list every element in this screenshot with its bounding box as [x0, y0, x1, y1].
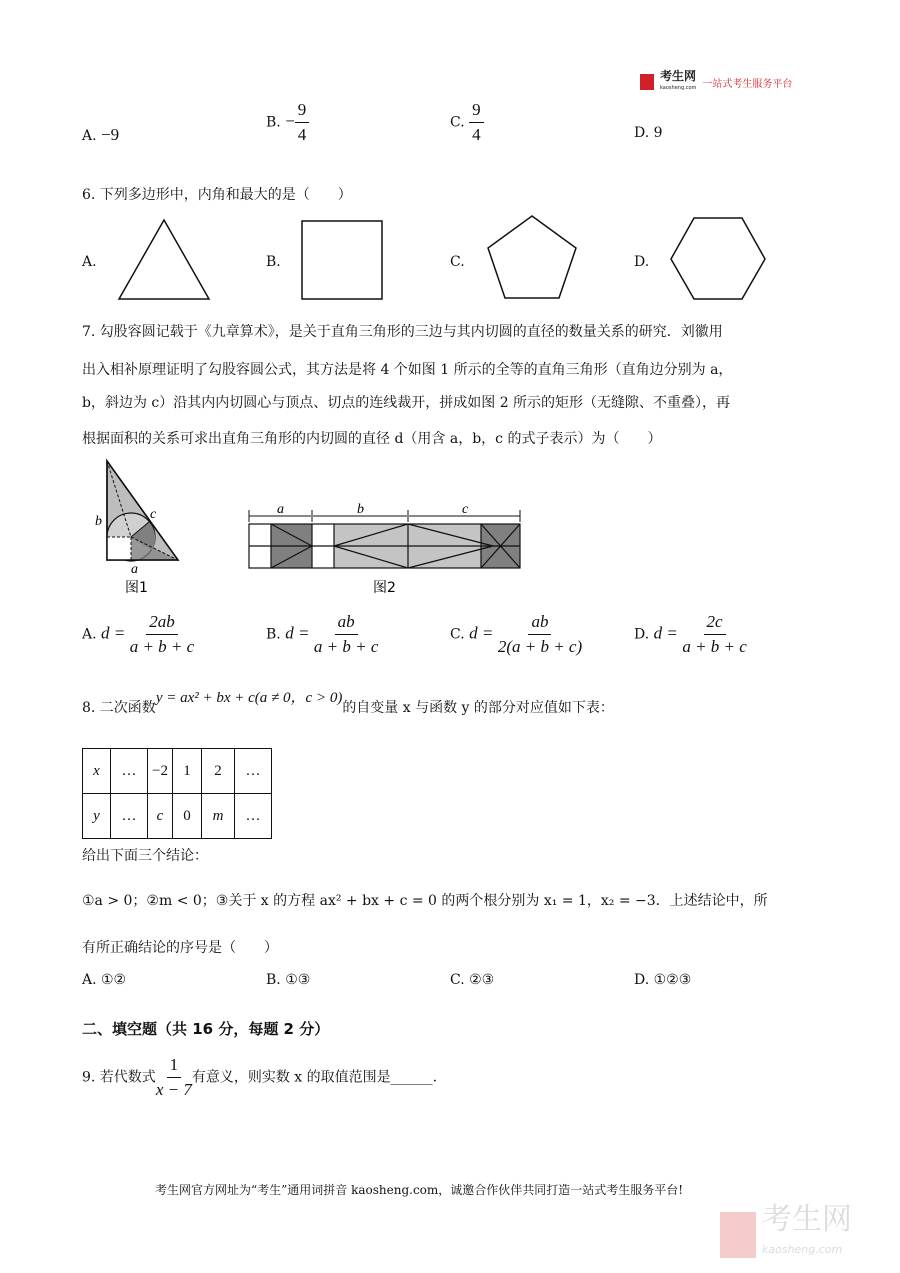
- q8-option-c: C. ②③: [450, 972, 495, 988]
- q6-stem: 6. 下列多边形中，内角和最大的是（ ）: [82, 187, 352, 203]
- q6-label-a: A.: [82, 254, 97, 270]
- pentagon-shape: [480, 210, 585, 305]
- square-shape: [295, 215, 390, 305]
- section-heading: 二、填空题（共 16 分，每题 2 分）: [82, 1020, 330, 1038]
- watermark: 考生网 kaosheng.com: [720, 1205, 852, 1265]
- fig2-label-b: b: [357, 502, 364, 517]
- q5-option-d: D. 9: [634, 125, 663, 141]
- triangle-shape: [110, 215, 220, 305]
- value-table: [82, 748, 272, 839]
- figure-1: [90, 458, 190, 598]
- q7-line-2: 出入相补原理证明了勾股容圆公式，其方法是将 4 个如图 1 所示的全等的直角三角形（直角边分别为 a，: [82, 362, 733, 378]
- q7-line-3: b，斜边为 c）沿其内内切圆心与顶点、切点的连线裁开，拼成如图 2 所示的矩形（无缝隙、不重叠），再: [82, 395, 731, 411]
- fig1-label-b: b: [95, 514, 102, 529]
- q5-option-c: C. $\frac{9}{4}$: [450, 100, 484, 145]
- q8-option-d: D. ①②③: [634, 972, 692, 988]
- footer-text: 考生网官方网址为“考生”通用词拼音 kaosheng.com，诚邀合作伙伴共同打造一站式考生服务平台!: [155, 1183, 684, 1197]
- q6-label-d: D.: [634, 254, 650, 270]
- q5-option-b: B. − $\frac{9}{4}$: [266, 100, 309, 145]
- q5-option-a: A. −9: [82, 125, 120, 144]
- q7-option-d: D. d = $\frac{2c}{a + b + c}$: [634, 612, 747, 656]
- q6-label-c: C.: [450, 254, 465, 270]
- brand-name: 考生网: [660, 69, 697, 83]
- brand-logo: [640, 70, 792, 94]
- q8-stem: 8. 二次函数y = ax² + bx + c(a ≠ 0，c > 0)的自变量 x 与函数 y 的部分对应值如下表：: [82, 690, 614, 716]
- q6-label-b: B.: [266, 254, 281, 270]
- fig1-label-c: c: [150, 507, 157, 522]
- fig2-caption: 图2: [373, 580, 396, 596]
- q7-option-c: C. d = $\frac{ab}{2(a + b + c)}$: [450, 612, 583, 656]
- table-row-x: x … −2 1 2 …: [83, 749, 272, 794]
- fig2-label-a: a: [277, 502, 284, 517]
- q7-option-b: B. d = $\frac{ab}{a + b + c}$: [266, 612, 379, 656]
- q8-conclusions: ①a > 0；②m < 0；③关于 x 的方程 ax² + bx + c = 0 的两个根分别为 x₁ = 1，x₂ = −3．上述结论中，所: [82, 893, 768, 909]
- fig1-caption: 图1: [125, 580, 148, 596]
- q9-stem: 9. 若代数式 $\frac{1}{x - 7}$ 有意义，则实数 x 的取值范围是______.: [82, 1055, 438, 1099]
- figure-2: [245, 500, 525, 600]
- fig1-label-a: a: [131, 562, 138, 577]
- slogan: 一站式考生服务平台: [702, 78, 793, 90]
- q7-line-1: 7. 勾股容圆记载于《九章算术》，是关于直角三角形的三边与其内切圆的直径的数量关系的研究．刘徽用: [82, 324, 723, 340]
- q8-option-b: B. ①③: [266, 972, 311, 988]
- watermark-logo-icon: [720, 1212, 756, 1258]
- hexagon-shape: [665, 210, 770, 305]
- q8-given: 给出下面三个结论：: [82, 848, 208, 864]
- logo-mark-icon: [640, 74, 654, 90]
- table-row-y: y … c 0 m …: [83, 794, 272, 839]
- q8-ask: 有所正确结论的序号是（ ）: [82, 940, 278, 956]
- q7-line-4: 根据面积的关系可求出直角三角形的内切圆的直径 d（用含 a，b，c 的式子表示）为（ ）: [82, 431, 662, 447]
- q7-option-a: A. d = $\frac{2ab}{a + b + c}$: [82, 612, 195, 656]
- q8-option-a: A. ①②: [82, 972, 127, 988]
- brand-domain: kaosheng.com: [660, 85, 697, 91]
- fig2-label-c: c: [462, 502, 469, 517]
